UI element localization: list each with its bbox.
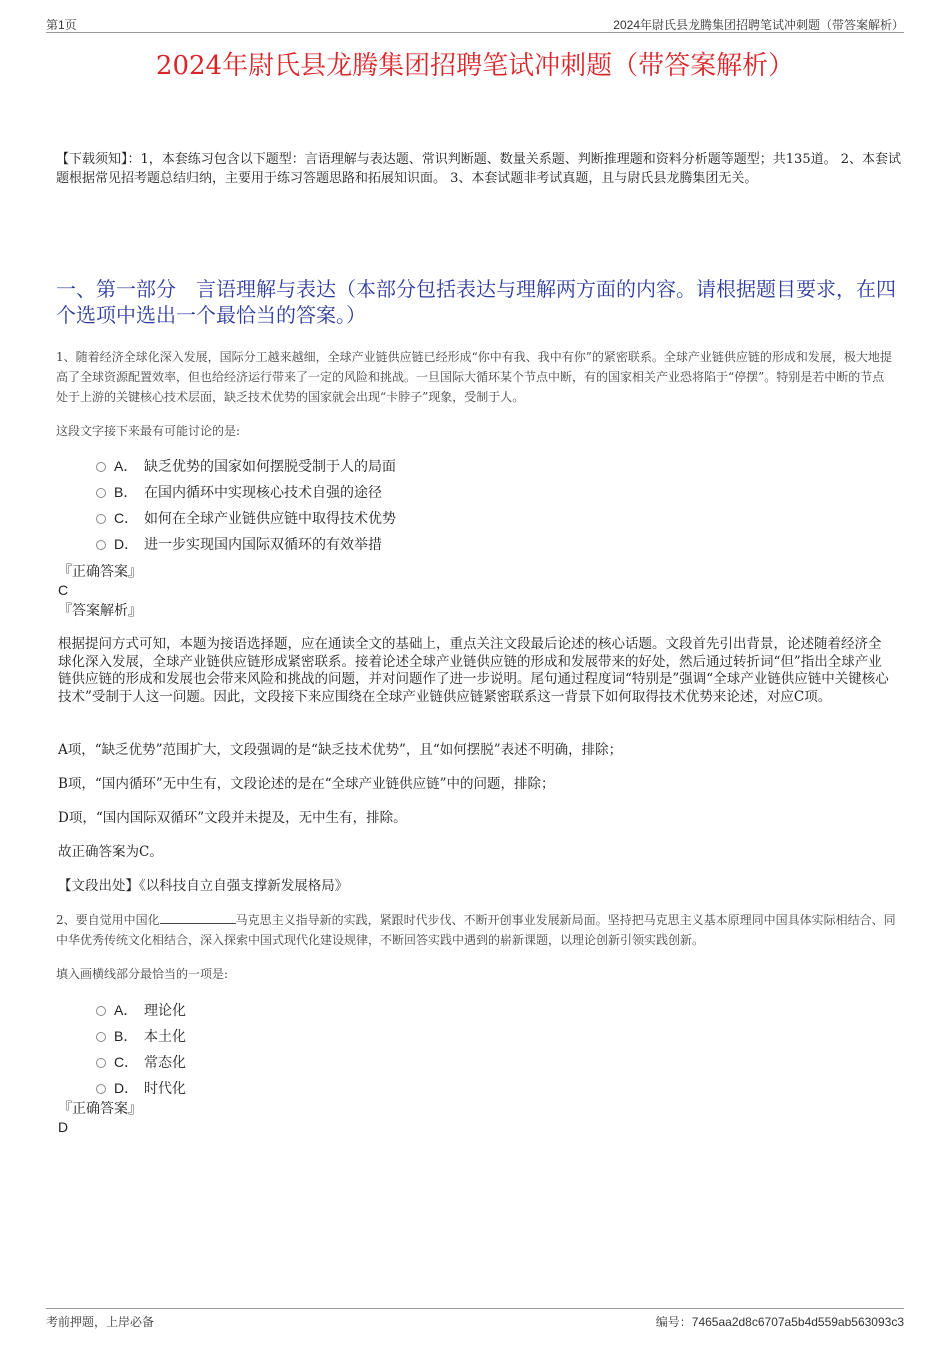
radio-icon[interactable] [96, 1084, 106, 1094]
option-text: 理论化 [144, 1003, 186, 1019]
radio-icon[interactable] [96, 1032, 106, 1042]
q1-correct-label: 『正确答案』 [58, 564, 142, 580]
q2-question: 填入画横线部分最恰当的一项是: [56, 967, 229, 981]
radio-icon[interactable] [96, 1006, 106, 1016]
radio-icon[interactable] [96, 540, 106, 550]
page-title: 2024年尉氏县龙腾集团招聘笔试冲刺题（带答案解析） [155, 51, 795, 81]
page-footer [46, 1308, 904, 1329]
fill-blank [160, 911, 236, 924]
option-letter: C． [114, 1054, 139, 1070]
radio-icon[interactable] [96, 488, 106, 498]
q1-analysis-label: 『答案解析』 [58, 603, 142, 619]
q2-correct-label: 『正确答案』 [58, 1101, 142, 1117]
section-heading: 一、第一部分 言语理解与表达（本部分包括表达与理解两方面的内容。请根据题目要求，在四个选项中选出一个最恰当的答案。） [56, 277, 896, 327]
q1-option-d[interactable] [96, 534, 382, 554]
header-doc-title: 2024年尉氏县龙腾集团招聘笔试冲刺题（带答案解析） [613, 18, 904, 32]
option-letter: D． [114, 1080, 139, 1096]
option-letter: D． [114, 536, 139, 552]
option-text: 缺乏优势的国家如何摆脱受制于人的局面 [144, 459, 396, 475]
q2-stem-after: 马克思主义指导新的实践，紧跟时代步伐、不断开创事业发展新局面。坚持把马克思主义基本原理同中国具体实际相结合、同中华优秀传统文化相结合，深入探索中国式现代化建设规律，不断回答实践中遇到的崭新课题，以理论创新引领实践创新。 [56, 913, 896, 947]
q1-note-d: D项，“国内国际双循环”文段并未提及，无中生有，排除。 [58, 810, 407, 826]
page-header [46, 14, 904, 33]
option-text: 进一步实现国内国际双循环的有效举措 [144, 537, 382, 553]
q1-question: 这段文字接下来最有可能讨论的是: [56, 424, 241, 438]
radio-icon[interactable] [96, 1058, 106, 1068]
option-letter: A． [114, 458, 138, 474]
radio-icon[interactable] [96, 462, 106, 472]
q1-conclusion: 故正确答案为C。 [58, 844, 163, 860]
footer-slogan: 考前押题，上岸必备 [46, 1315, 155, 1329]
q2-option-b[interactable] [96, 1026, 186, 1046]
q1-note-b: B项，“国内循环”无中生有，文段论述的是在“全球产业链供应链”中的问题，排除； [58, 776, 555, 792]
q2-stem [56, 910, 896, 950]
q1-note-a: A项，“缺乏优势”范围扩大，文段强调的是“缺乏技术优势”，且“如何摆脱”表述不明确，排除； [58, 742, 623, 758]
download-notice: 【下载须知】：1，本套练习包含以下题型：言语理解与表达题、常识判断题、数量关系题、判断推理题和资料分析题等题型；共135道。 2、本套试题根据常见招考题总结归纳，主要用于练习答题思路和拓展知识面。 3、本套试题非考试真题，且与尉氏县龙腾集团无关。 [56, 152, 901, 186]
option-letter: B． [114, 1028, 138, 1044]
option-text: 在国内循环中实现核心技术自强的途径 [144, 485, 382, 501]
q2-option-a[interactable] [96, 1000, 186, 1020]
option-text: 如何在全球产业链供应链中取得技术优势 [144, 511, 396, 527]
option-text: 常态化 [144, 1055, 186, 1071]
q1-option-b[interactable] [96, 482, 382, 502]
q1-answer: C [58, 582, 69, 598]
q2-option-c[interactable] [96, 1052, 186, 1072]
q1-analysis: 根据提问方式可知，本题为接语选择题，应在通读全文的基础上，重点关注文段最后论述的核心话题。文段首先引出背景，论述随着经济全球化深入发展，全球产业链供应链形成紧密联系。接着论述全球产业链供应链的形成和发展带来的好处，然后通过转折词“但”指出全球产业链供应链的形成和发展也会带来风险和挑战的问题，并对问题作了进一步说明。尾句通过程度词“特别是”强调“全球产业链供应链中关键核心技术”受制于人这一问题。因此，文段接下来应围绕在全球产业链供应链紧密联系这一背景下如何取得技术优势来论述，对应C项。 [58, 636, 889, 705]
radio-icon[interactable] [96, 514, 106, 524]
q1-option-c[interactable] [96, 508, 396, 528]
page-number: 第1页 [46, 18, 77, 32]
q2-option-d[interactable] [96, 1078, 186, 1098]
option-text: 本土化 [144, 1029, 186, 1045]
q1-stem: 1、随着经济全球化深入发展，国际分工越来越细，全球产业链供应链已经形成“你中有我、我中有你”的紧密联系。全球产业链供应链的形成和发展，极大地提高了全球资源配置效率，但也给经济运行带来了一定的风险和挑战。一旦国际大循环某个节点中断，有的国家相关产业恐将陷于“停摆”。特别是若中断的节点处于上游的关键核心技术层面，缺乏技术优势的国家就会出现“卡脖子”现象，受制于人。 [56, 350, 892, 404]
option-letter: B． [114, 484, 138, 500]
option-letter: C． [114, 510, 139, 526]
q1-source: 【文段出处】《以科技自立自强支撑新发展格局》 [58, 878, 349, 894]
q1-option-a[interactable] [96, 456, 396, 476]
q2-stem-before: 2、要自觉用中国化 [56, 913, 160, 927]
option-letter: A． [114, 1002, 138, 1018]
footer-serial: 编号：7465aa2d8c6707a5b4d559ab563093c3 [655, 1315, 904, 1329]
q2-answer: D [58, 1119, 69, 1135]
option-text: 时代化 [144, 1081, 186, 1097]
